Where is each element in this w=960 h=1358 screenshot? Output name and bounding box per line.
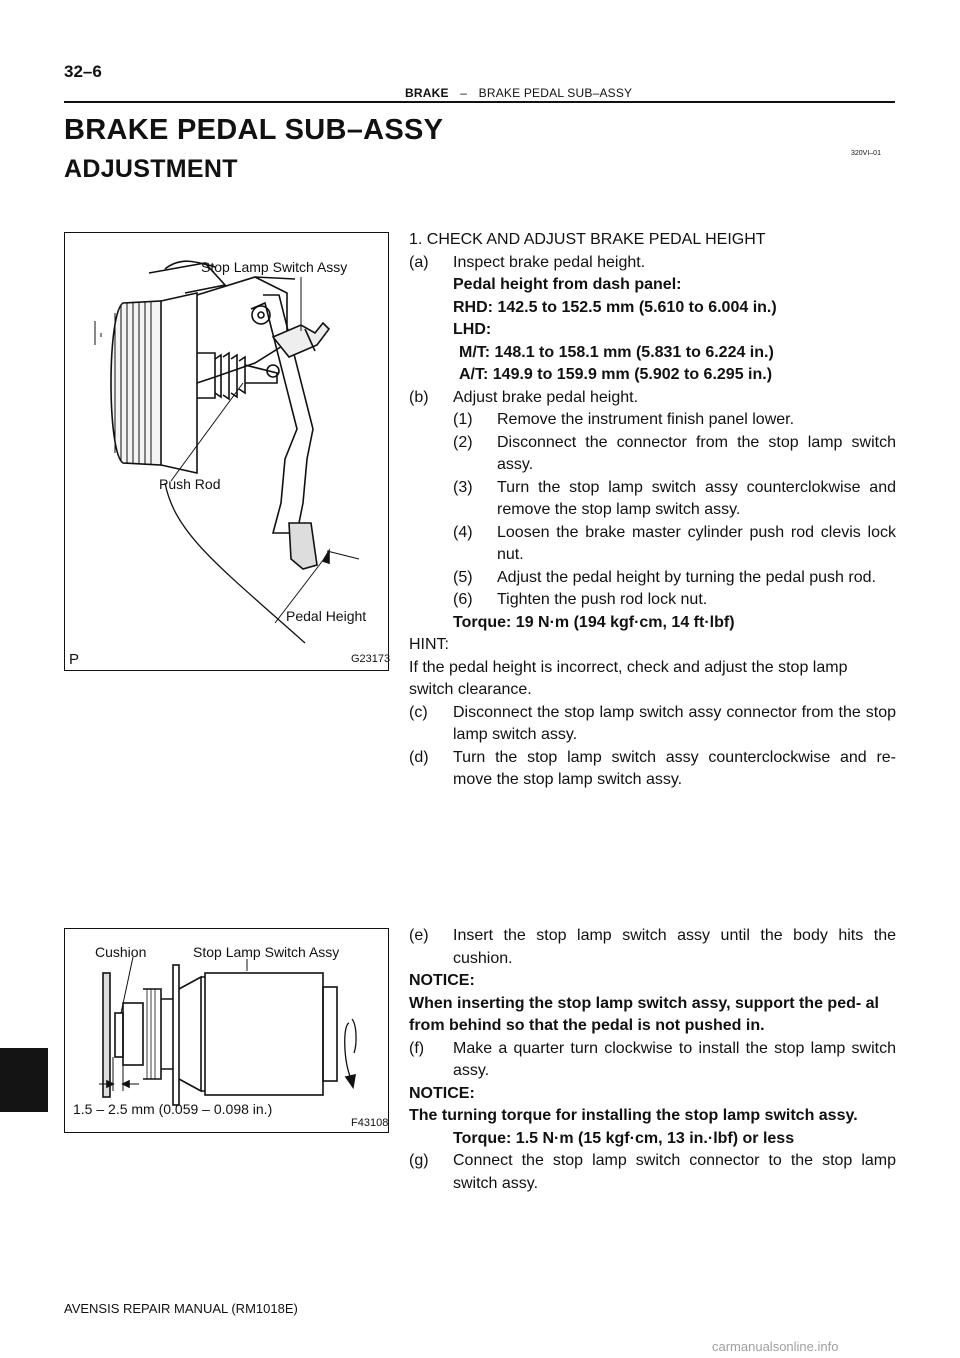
step-b6-number: (6) [453,591,473,608]
step-e [409,925,896,970]
step-b4-number: (4) [453,523,473,541]
notice-1-label-text: NOTICE: [409,972,475,989]
step-b2-number: (2) [453,433,473,451]
label-cushion: Cushion [95,944,147,960]
torque-spec-1-text: Torque: 19 N·m (194 kgf·cm, 14 ft·lbf) [453,613,735,631]
step-e-number: (e) [409,927,429,944]
figure-switch-clearance [64,928,389,1133]
step-b3-number: (3) [453,478,473,496]
footer: AVENSIS REPAIR MANUAL (RM1018E) [64,1301,298,1316]
step-b [409,387,896,410]
notice-1-text: When inserting the stop lamp switch assy, support the ped- al from behind so that the pedal is not pushed in. [409,994,879,1034]
notice-2-text-bold: The turning torque for installing the stop lamp switch assy. [409,1107,858,1124]
step-b-text: Adjust brake pedal height. [453,388,639,406]
step-heading: 1. CHECK AND ADJUST BRAKE PEDAL HEIGHT [409,231,766,248]
step-f-number: (f) [409,1039,425,1057]
watermark: carmanualsonline.info [712,1339,839,1354]
section-title: ADJUSTMENT [64,155,238,183]
spec-title [409,274,896,297]
spec-lhd [409,319,896,342]
spec-lhd-text: LHD: [453,321,492,338]
step-b4-text: Loosen the brake master cylinder push rod clevis lock nut. [497,523,896,563]
notice-2-label [409,1083,896,1106]
section-tab-marker [0,1048,48,1112]
running-header-separator: – [460,86,468,100]
hint-label: HINT: [409,636,449,653]
step-b1-number: (1) [453,411,473,428]
running-header [405,86,632,100]
label-stop-lamp-switch: Stop Lamp Switch Assy [201,259,348,275]
step-a-number: (a) [409,253,429,271]
notice-2-label-text: NOTICE: [409,1084,475,1102]
page-title: BRAKE PEDAL SUB–ASSY [64,114,444,146]
figure-corner-mark: P [69,651,80,668]
step-b1-text: Remove the instrument finish panel lower. [497,411,795,428]
step-b4 [409,522,896,567]
step-b3-text: Turn the stop lamp switch assy counterclokwise and remove the stop lamp switch assy. [497,478,896,518]
step-g-text: Connect the stop lamp switch connector to the stop lamp switch assy. [453,1152,896,1192]
spec-rhd [409,297,896,320]
step-a-text: Inspect brake pedal height. [453,253,646,271]
step-b1 [409,409,896,432]
spec-at-text: A/T: 149.9 to 159.9 mm (5.902 to 6.295 in.) [459,366,773,383]
step-g-number: (g) [409,1152,429,1169]
step-b6 [409,589,896,612]
step-f-text: Make a quarter turn clockwise to install the stop lamp switch assy. [453,1039,896,1079]
figure-id: G23173 [351,653,391,665]
procedure-block-2 [409,925,896,1195]
step-b5 [409,567,896,590]
notice-1-label [409,970,896,993]
header-rule [64,101,895,103]
step-b6-text: Tighten the push rod lock nut. [497,591,708,608]
step-f [409,1038,896,1083]
step-a [409,252,896,275]
spec-rhd-text: RHD: 142.5 to 152.5 mm (5.610 to 6.004 in.) [453,298,777,316]
step-b3 [409,477,896,522]
procedure-block-1 [409,229,896,792]
step-g [409,1150,896,1195]
figure-id-2: F43108 [351,1117,389,1129]
running-header-subsection: BRAKE PEDAL SUB–ASSY [478,86,633,100]
step-d [409,747,896,792]
step-b5-number: (5) [453,568,473,586]
brake-pedal-illustration [65,233,391,670]
torque-spec-1 [409,612,896,635]
label-clearance-gap: 1.5 – 2.5 mm (0.059 – 0.098 in.) [73,1101,273,1117]
step-e-text: Insert the stop lamp switch assy until the body hits the cushion. [453,927,896,967]
step-b5-text: Adjust the pedal height by turning the pedal push rod. [497,568,876,586]
hint-text: If the pedal height is incorrect, check and adjust the stop lamp switch clearance. [409,658,848,698]
spec-mt-text: M/T: 148.1 to 158.1 mm (5.831 to 6.224 in.) [459,343,774,361]
notice-2-text [409,1105,896,1128]
step-b-number: (b) [409,388,429,406]
step-b2 [409,432,896,477]
label-stop-lamp-switch-2: Stop Lamp Switch Assy [193,944,340,960]
label-pedal-height: Pedal Height [286,608,367,624]
reference-id: 320VI–01 [851,150,881,157]
step-c [409,702,896,747]
step-d-text: Turn the stop lamp switch assy counterclockwise and re- move the stop lamp switch assy. [453,748,896,788]
running-header-section: BRAKE [405,86,449,100]
step-c-number: (c) [409,703,428,721]
step-c-text: Disconnect the stop lamp switch assy connector from the stop lamp switch assy. [453,703,896,743]
torque-spec-2 [409,1128,896,1151]
page-number: 32–6 [64,62,102,81]
spec-title-text: Pedal height from dash panel: [453,276,682,293]
label-push-rod: Push Rod [159,476,221,492]
spec-at [409,364,896,387]
figure-brake-pedal [64,232,389,671]
step-d-number: (d) [409,748,429,766]
torque-spec-2-text: Torque: 1.5 N·m (15 kgf·cm, 13 in.·lbf) or less [453,1129,795,1147]
step-b2-text: Disconnect the connector from the stop lamp switch assy. [497,433,896,473]
spec-mt [409,342,896,365]
